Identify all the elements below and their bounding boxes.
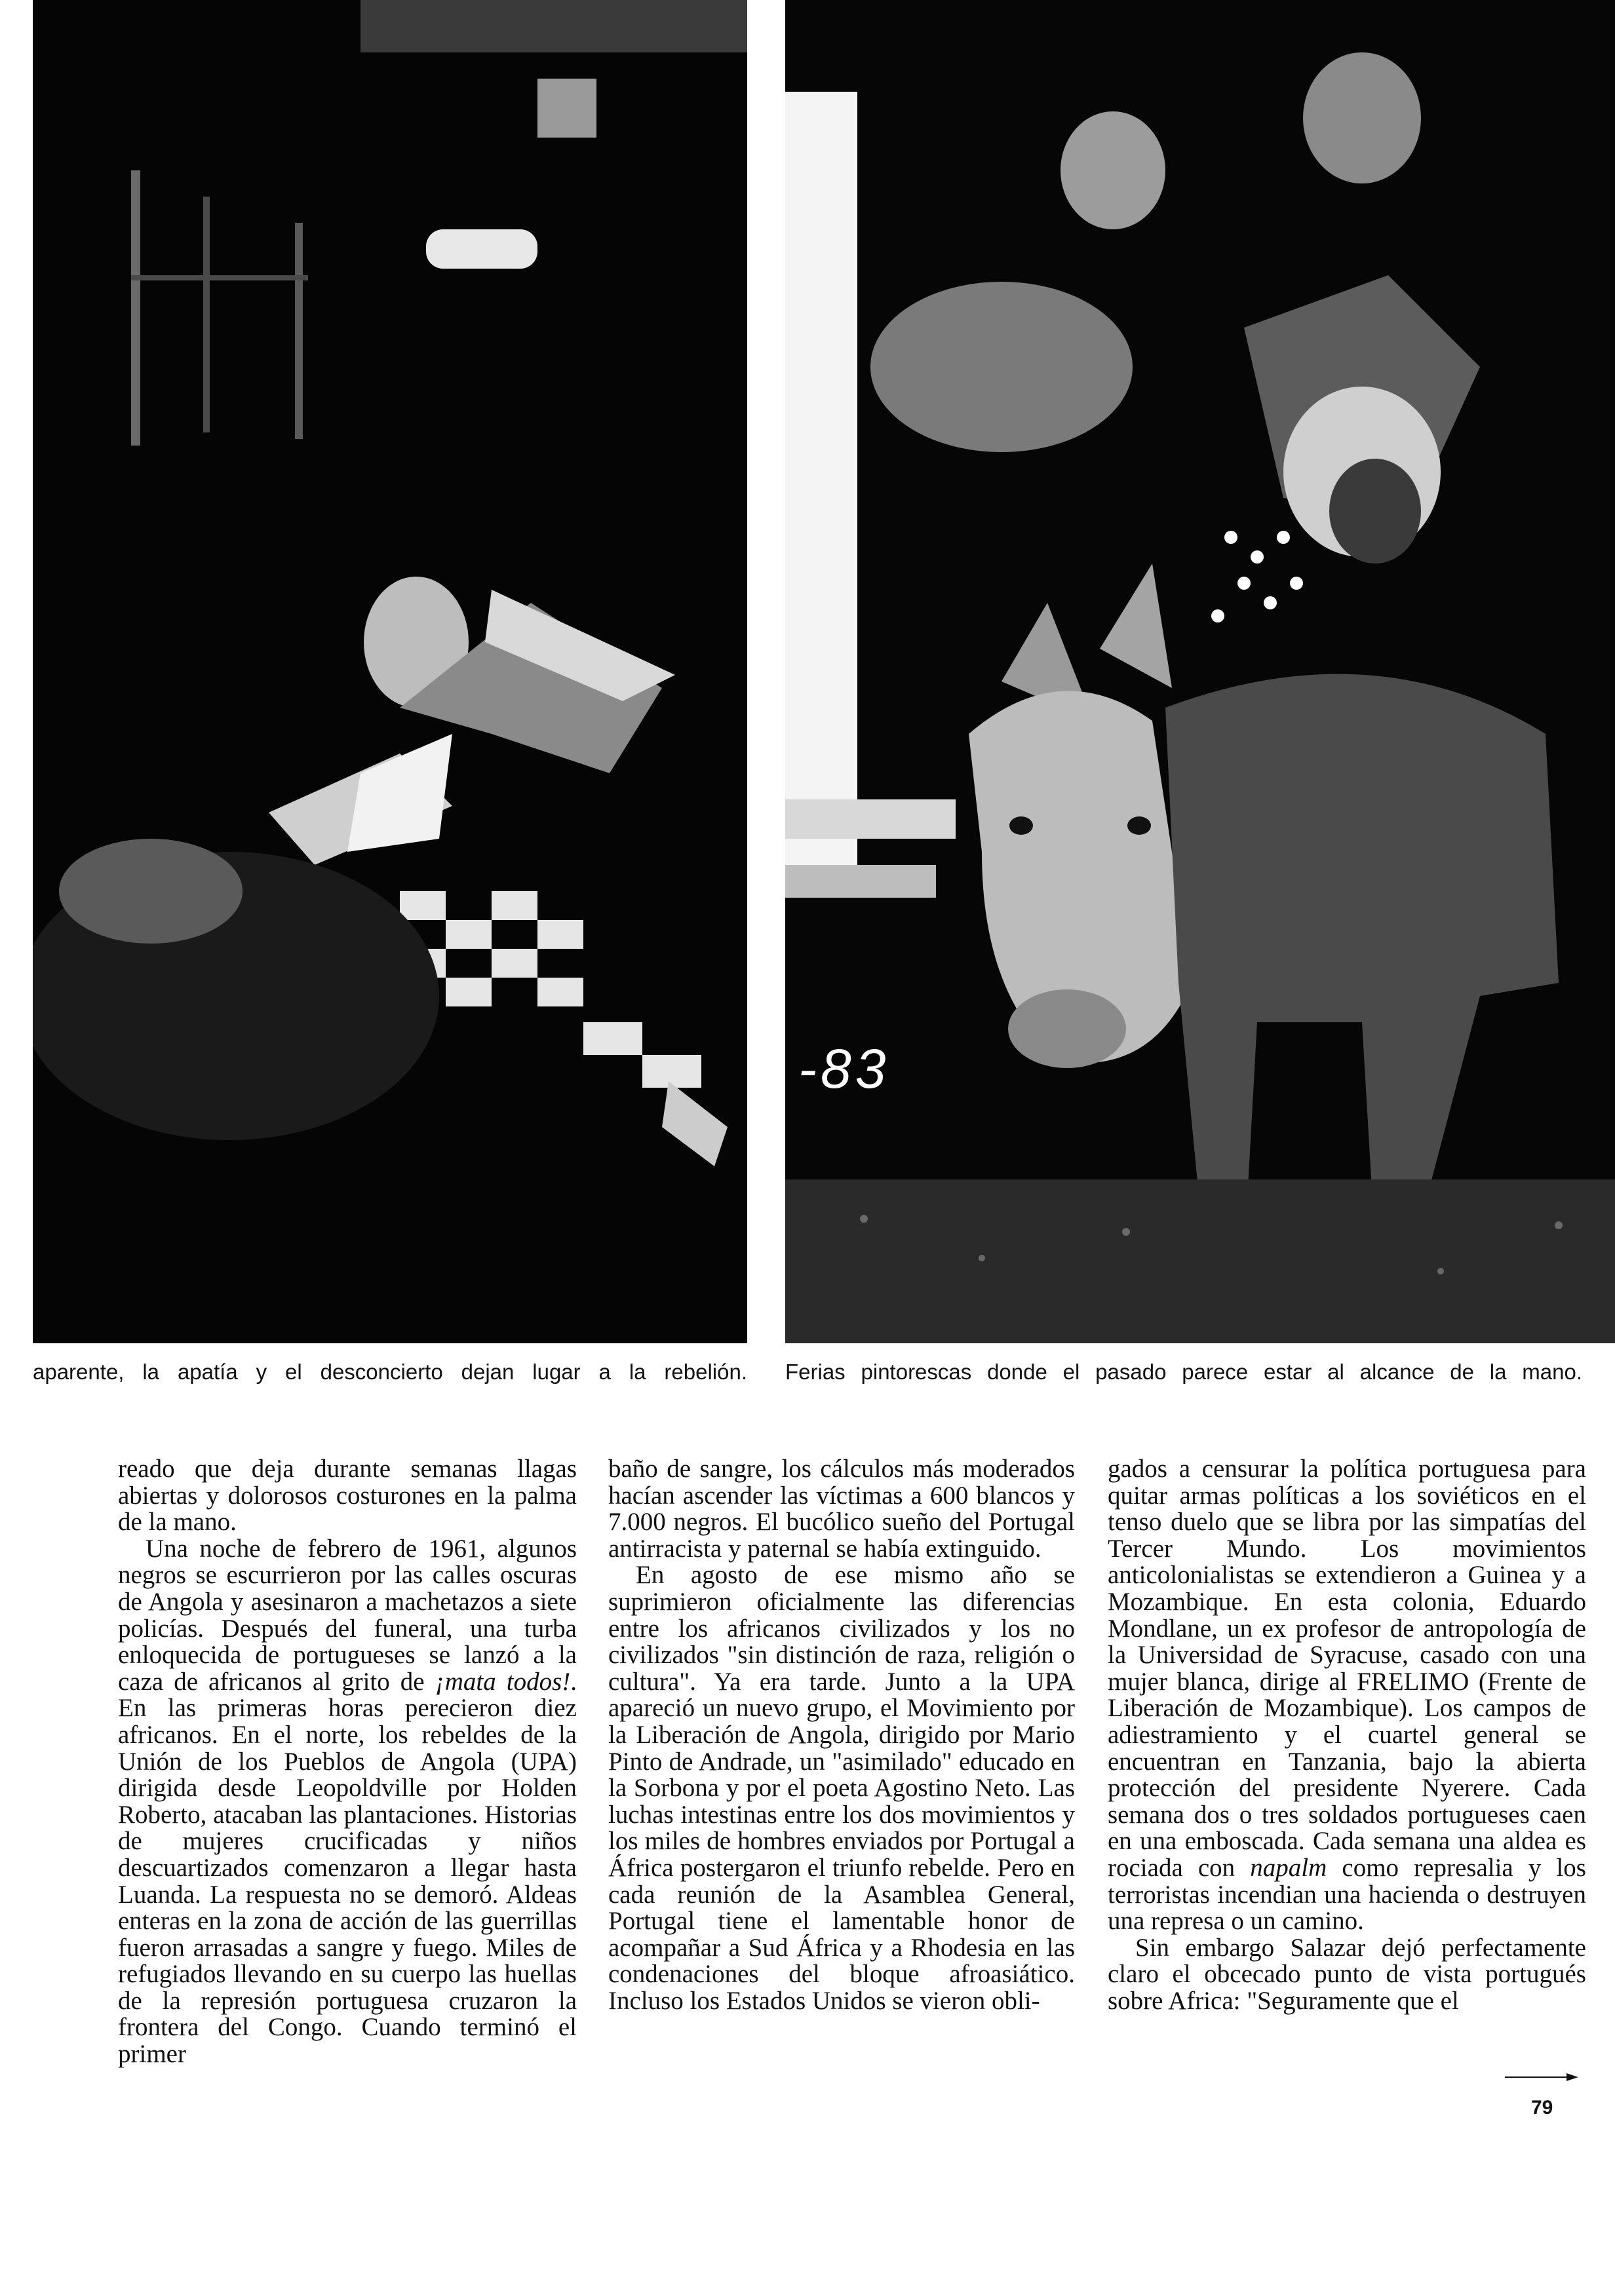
paragraph: En agosto de ese mismo año se suprimieron oficialmente las diferencias entre los africanos civilizados y los no civilizados "sin distinción de raza, religión o cultura". Ya era tarde. Junto a la UPA apareció un nuevo grupo, el Movimiento por la Liberación de Angola, dirigido por Mario Pinto de Andrade, un "asimilado" educado en la Sorbona y por el poeta Agostino Neto. Las luchas intestinas entre los dos movimientos y los miles de hombres enviados por Portugal a África postergaron el triunfo rebelde. Pero en cada reunión de la Asamblea General, Portugal tiene el lamentable honor de acompañar a Sud África y a Rhodesia en las condenaciones del bloque afroasiático. Incluso los Estados Unidos se vieron obli- — [608, 1561, 1075, 2015]
caption-left: aparente, la apatía y el desconcierto dejan lugar a la rebelión. — [33, 1360, 747, 1384]
article-column-2 — [608, 1456, 1075, 2014]
italic-word: napalm — [1250, 1853, 1327, 1882]
paragraph: baño de sangre, los cálculos más moderados hacían ascender las víctimas a 600 blancos y 7.000 negros. El bucólico sueño del Portugal antirracista y paternal se había extinguido. — [608, 1455, 1075, 1563]
article-column-3 — [1108, 1456, 1586, 2014]
paragraph: Sin embargo Salazar dejó perfectamente claro el obcecado punto de vista portugués sobre Africa: "Seguramente que el — [1108, 1933, 1586, 2015]
paragraph — [1108, 1456, 1586, 1935]
arrow-right-icon — [1505, 2073, 1578, 2082]
page-number: 79 — [1531, 2097, 1553, 2118]
article-column-1 — [118, 1456, 577, 2068]
italic-exclamation: ¡mata todos! — [435, 1667, 571, 1696]
license-plate-text: -83 — [798, 1038, 890, 1100]
paragraph-text: como represalia y los terroristas incendian una hacienda o destruyen una represa o un camino. — [1108, 1853, 1586, 1936]
apathy-scene-photo-icon — [33, 0, 747, 1343]
paragraph-text: Una noche de febrero de 1961, algunos negros se escurrieron por las calles oscuras de Angola y asesinaron a machetazos a siete policías. Después del funeral, una turba enloquecida de portugueses se lanzó a la caza de africanos al grito de — [118, 1534, 577, 1696]
paragraph-text: . En las primeras horas perecieron diez africanos. En el norte, los rebeldes de la Unión de los Pueblos de Angola (UPA) dirigida desde Leopoldville por Holden Roberto, atacaban las plantaciones. Historias de mujeres crucificadas y niños descuartizados comenzaron a llegar hasta Luanda. La respuesta no se demoró. Aldeas enteras en la zona de acción de las guerrillas fueron arrasadas a sangre y fuego. Miles de refugiados llevando en su cuerpo las huellas de la represión portuguesa cruzaron la frontera del Congo. Cuando terminó el primer — [118, 1667, 577, 2069]
paragraph-text: gados a censurar la política portuguesa para quitar armas políticas a los soviéticos en el tenso duelo que se libra por las simpatías del Tercer Mundo. Los movimientos anticolonialistas se extendieron a Guinea y a Mozambique. En esta colonia, Eduardo Mondlane, un ex profesor de antropología de la Universidad de Syracuse, casado con una mujer blanca, dirige al FRELIMO (Frente de Liberación de Mozambique). Los campos de adiestramiento y el cuartel general se encuentran en Tanzania, bajo la abierta protección del presidente Nyerere. Cada semana dos o tres soldados portugueses caen en una emboscada. Cada semana una aldea es rociada con — [1108, 1455, 1586, 1882]
caption-right: Ferias pintorescas donde el pasado parece estar al alcance de la mano. — [785, 1360, 1582, 1384]
photo-right-market-fair — [785, 0, 1615, 1343]
market-fair-photo-icon — [785, 0, 1615, 1343]
paragraph — [118, 1536, 577, 2068]
photo-left-apathy-scene — [33, 0, 747, 1343]
paragraph: reado que deja durante semanas llagas abiertas y dolorosos costurones en la palma de la mano. — [118, 1455, 577, 1537]
